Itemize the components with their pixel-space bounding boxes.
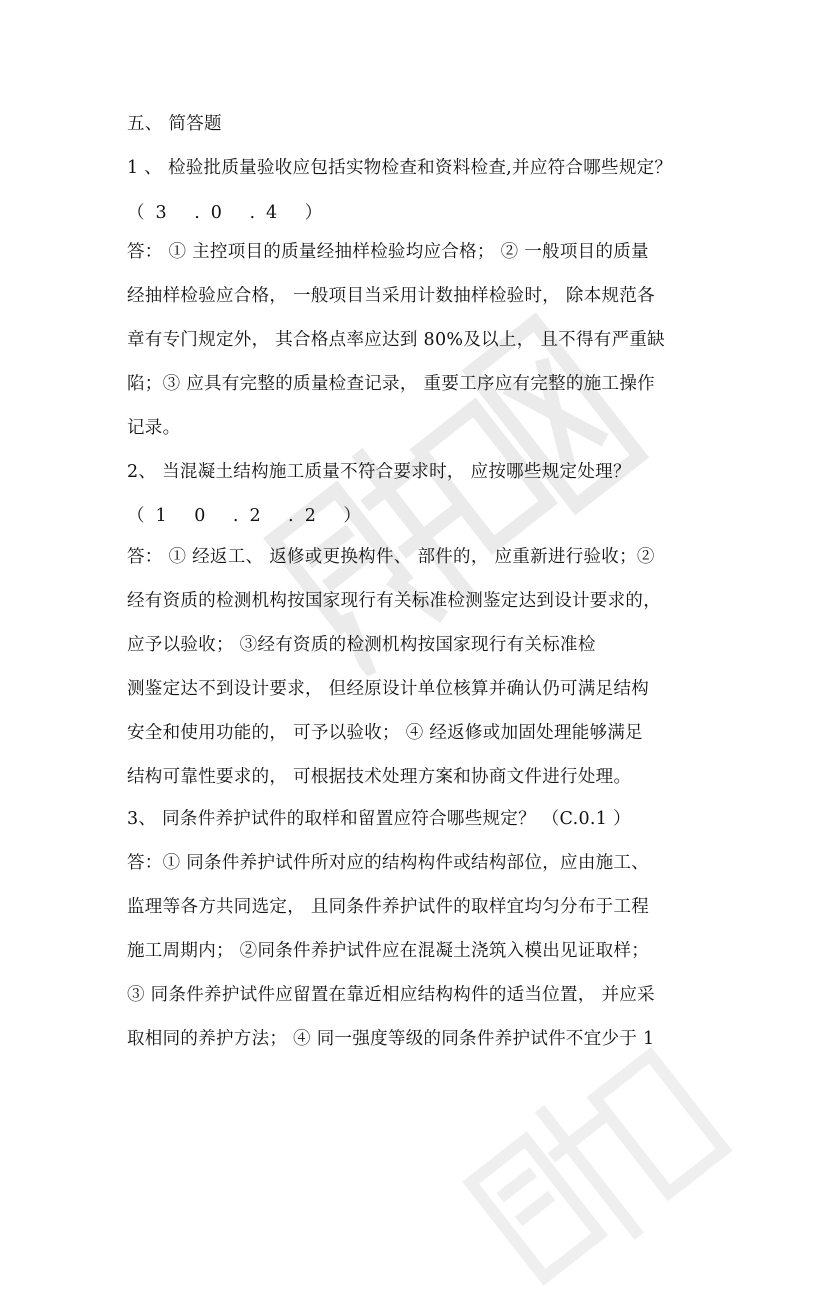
answer-1-line: 经抽样检验应合格， 一般项目当采用计数抽样检验时， 除本规范各 <box>127 286 655 306</box>
question-2-reference: （1 0 .2 .2 ） <box>127 506 372 526</box>
answer-1-line: 陷；③ 应具有完整的质量检查记录， 重要工序应有完整的施工操作 <box>127 374 655 394</box>
answer-3-line: ③ 同条件养护试件应留置在靠近相应结构构件的适当位置， 并应采 <box>127 985 655 1005</box>
answer-2-line: 经有资质的检测机构按国家现行有关标准检测鉴定达到设计要求的， <box>127 591 661 611</box>
answer-3-line: 取相同的养护方法； ④ 同一强度等级的同条件养护试件不宜少于 1 <box>127 1029 655 1049</box>
question-1-reference: （3 .0 .4 ） <box>127 203 334 223</box>
question-1: 1 、 检验批质量验收应包括实物检查和资料检查,并应符合哪些规定？ <box>127 158 673 178</box>
answer-2-line: 安全和使用功能的， 可予以验收； ④ 经返修或加固处理能够满足 <box>127 723 643 743</box>
answer-1-line: 记录。 <box>127 418 181 438</box>
question-3: 3、 同条件养护试件的取样和留置应符合哪些规定？ （C.0.1 ） <box>127 809 631 829</box>
watermark-logo <box>240 292 659 687</box>
answer-2-line: 结构可靠性要求的， 可根据技术处理方案和协商文件进行处理。 <box>127 767 632 787</box>
answer-2-line: 测鉴定达不到设计要求， 但经原设计单位核算并确认仍可满足结构 <box>127 679 650 699</box>
answer-1-line: 章有专门规定外， 其合格点率应达到 80%及以上， 且不得有严重缺 <box>127 330 665 350</box>
answer-3-line: 答：① 同条件养护试件所对应的结构构件或结构部位，应由施工、 <box>127 853 650 873</box>
answer-3-line: 施工周期内； ②同条件养护试件应在混凝土浇筑入模出见证取样； <box>127 941 650 961</box>
answer-1-line: 答： ① 主控项目的质量经抽样检验均应合格； ② 一般项目的质量 <box>127 242 649 262</box>
question-2: 2、 当混凝土结构施工质量不符合要求时， 应按哪些规定处理？ <box>127 462 631 482</box>
answer-3-line: 监理等各方共同选定， 且同条件养护试件的取样宜均匀分布于工程 <box>127 897 650 917</box>
section-heading: 五、 简答题 <box>127 114 222 134</box>
answer-2-line: 答： ① 经返工、 返修或更换构件、 部件的， 应重新进行验收；② <box>127 547 655 567</box>
answer-2-line: 应予以验收； ③经有资质的检测机构按国家现行有关标准检 <box>127 635 596 655</box>
